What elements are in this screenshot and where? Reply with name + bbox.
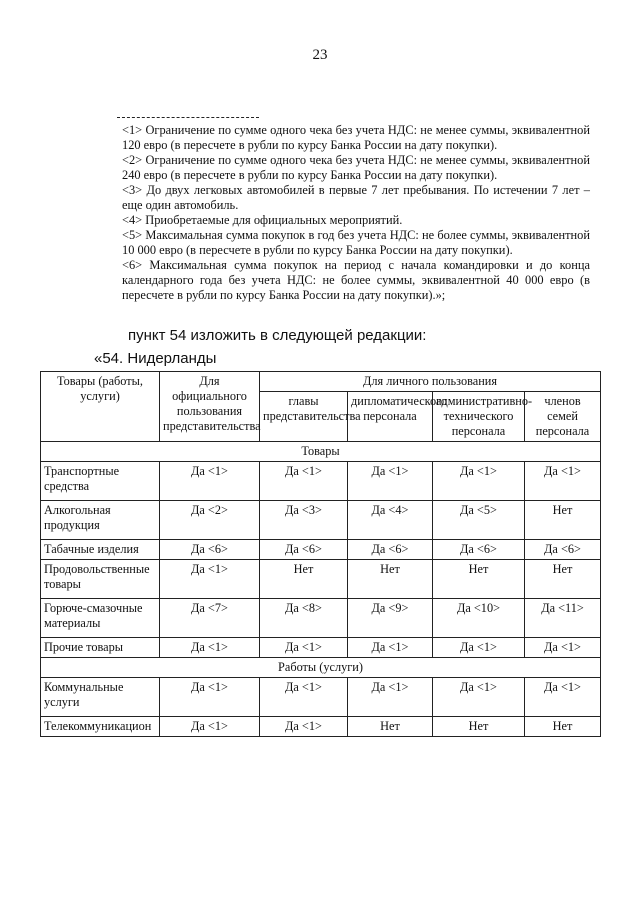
cell: Нет <box>260 560 348 599</box>
cell: Да <1> <box>525 462 601 501</box>
cell: Да <5> <box>433 501 525 540</box>
footnote-1 <box>94 123 590 153</box>
cell: Да <6> <box>433 540 525 560</box>
footnote-3 <box>94 183 590 213</box>
privileges-table <box>40 371 601 737</box>
cell: Нет <box>433 717 525 737</box>
footnote-separator <box>117 117 259 118</box>
cell: Да <1> <box>348 462 433 501</box>
footnote-text: <5> Максимальная сумма покупок в год без учета НДС: не более суммы, эквивалентной 10 000 евро (в пересчете в рубли по курсу Банка России на дату покупки). <box>122 228 590 257</box>
section-goods: Товары <box>41 442 601 462</box>
cell: Да <1> <box>525 678 601 717</box>
footnote-6 <box>94 258 590 303</box>
table-row <box>41 560 601 599</box>
cell: Да <10> <box>433 599 525 638</box>
cell: Да <1> <box>433 638 525 658</box>
cell: Да <1> <box>348 678 433 717</box>
cell: Нет <box>525 560 601 599</box>
header-official: Для официального пользования представительства <box>160 372 260 442</box>
footnote-2 <box>94 153 590 183</box>
cell: Да <1> <box>525 638 601 658</box>
page-number: 23 <box>312 47 328 63</box>
row-name: Телекоммуникацион <box>41 717 160 737</box>
row-name: Табачные изделия <box>41 540 160 560</box>
row-name: Горюче-смазочные материалы <box>41 599 160 638</box>
table-row <box>41 678 601 717</box>
row-name: Транспортные средства <box>41 462 160 501</box>
cell: Нет <box>525 717 601 737</box>
section-heading: «54. Нидерланды <box>94 350 217 367</box>
cell: Нет <box>348 717 433 737</box>
cell: Да <2> <box>160 501 260 540</box>
table-row <box>41 638 601 658</box>
cell: Да <1> <box>433 462 525 501</box>
footnote-4 <box>94 213 590 228</box>
header-personal: Для личного пользования <box>260 372 601 392</box>
cell: Да <3> <box>260 501 348 540</box>
section-services: Работы (услуги) <box>41 658 601 678</box>
cell: Да <1> <box>160 717 260 737</box>
cell: Нет <box>525 501 601 540</box>
cell: Да <1> <box>260 717 348 737</box>
subheader-heads: главы представительства <box>260 392 348 442</box>
cell: Да <1> <box>160 678 260 717</box>
table-row <box>41 540 601 560</box>
cell: Да <1> <box>260 678 348 717</box>
cell: Да <11> <box>525 599 601 638</box>
subheader-admin: административно-технического персонала <box>433 392 525 442</box>
cell: Да <1> <box>160 638 260 658</box>
cell: Да <6> <box>160 540 260 560</box>
cell: Да <1> <box>260 638 348 658</box>
subheader-diplomatic: дипломатического персонала <box>348 392 433 442</box>
cell: Нет <box>433 560 525 599</box>
cell: Да <9> <box>348 599 433 638</box>
table-row <box>41 462 601 501</box>
row-name: Прочие товары <box>41 638 160 658</box>
cell: Да <6> <box>348 540 433 560</box>
cell: Да <4> <box>348 501 433 540</box>
footnote-text: <1> Ограничение по сумме одного чека без учета НДС: не менее суммы, эквивалентной 120 евро (в пересчете в рубли по курсу Банка России на дату покупки). <box>122 123 590 152</box>
table-row <box>41 717 601 737</box>
cell: Да <1> <box>160 462 260 501</box>
cell: Да <8> <box>260 599 348 638</box>
cell: Нет <box>348 560 433 599</box>
cell: Да <6> <box>525 540 601 560</box>
footnote-5 <box>94 228 590 258</box>
table-row <box>41 501 601 540</box>
cell: Да <1> <box>260 462 348 501</box>
footnote-text: <6> Максимальная сумма покупок на период с начала командировки и до конца календарного года без учета НДС: не более суммы, эквивалентной 40 000 евро (в пересчете в рубли по курсу Банка России на дату покупки).»; <box>122 258 590 302</box>
subheader-family: членов семей персонала <box>525 392 601 442</box>
amendment-intro: пункт 54 изложить в следующей редакции: <box>128 327 427 344</box>
cell: Да <6> <box>260 540 348 560</box>
footnote-text: <4> Приобретаемые для официальных мероприятий. <box>122 213 403 227</box>
footnote-text: <3> До двух легковых автомобилей в первые 7 лет пребывания. По истечении 7 лет – еще один автомобиль. <box>122 183 590 212</box>
row-name: Продовольственные товары <box>41 560 160 599</box>
footnote-text: <2> Ограничение по сумме одного чека без учета НДС: не менее суммы, эквивалентной 240 евро (в пересчете в рубли по курсу Банка России на дату покупки). <box>122 153 590 182</box>
cell: Да <7> <box>160 599 260 638</box>
row-name: Коммунальные услуги <box>41 678 160 717</box>
table-row <box>41 599 601 638</box>
cell: Да <1> <box>160 560 260 599</box>
cell: Да <1> <box>348 638 433 658</box>
cell: Да <1> <box>433 678 525 717</box>
header-goods: Товары (работы, услуги) <box>41 372 160 442</box>
row-name: Алкогольная продукция <box>41 501 160 540</box>
